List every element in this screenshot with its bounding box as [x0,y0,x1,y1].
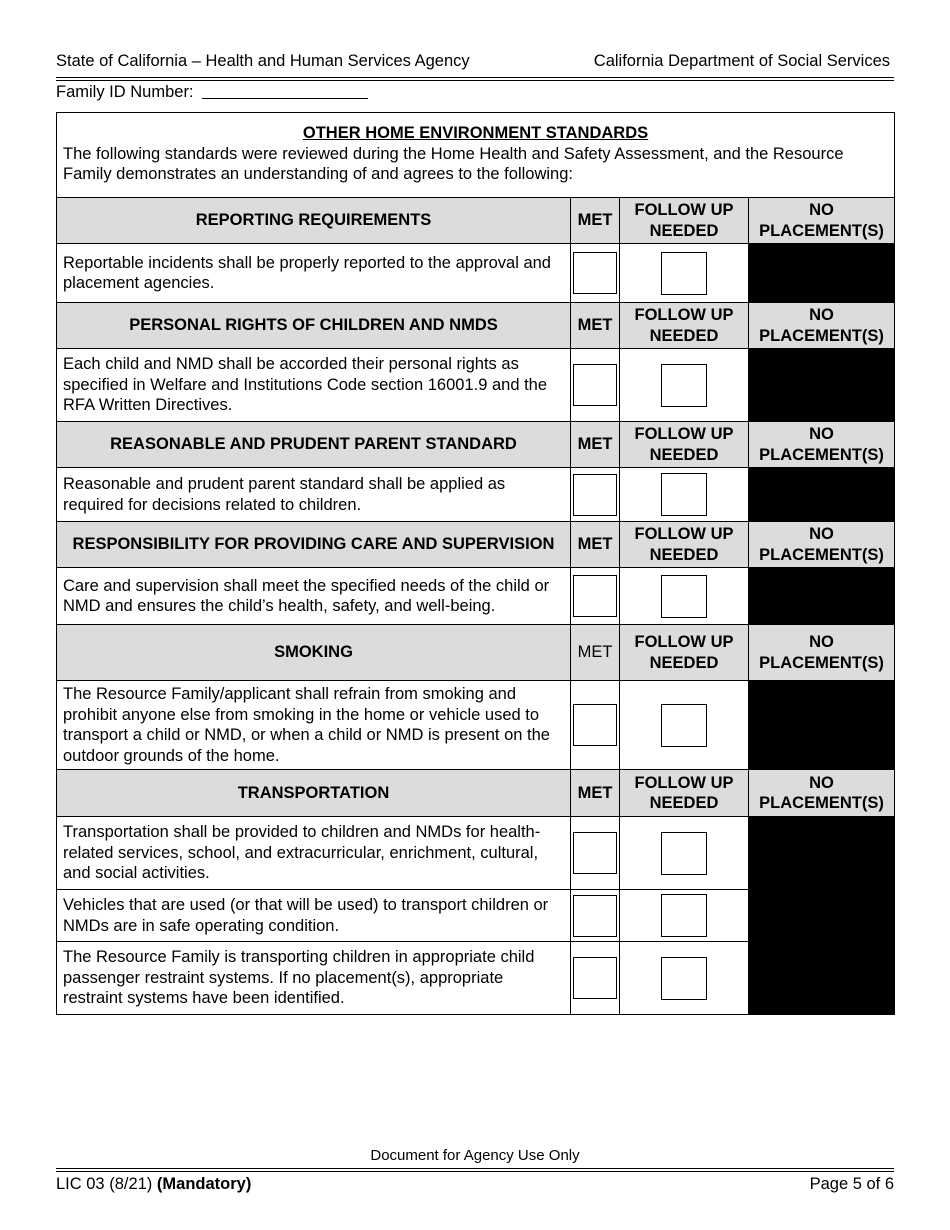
met-column-header: MET [571,625,620,681]
section-header-row [57,522,895,568]
no-placement-blackout [749,468,895,522]
section-title: RESPONSIBILITY FOR PROVIDING CARE AND SUPERVISION [57,522,571,568]
section-title: TRANSPORTATION [57,770,571,817]
section-title: PERSONAL RIGHTS OF CHILDREN AND NMDS [57,303,571,349]
no-placement-column-header: NO PLACEMENT(S) [749,303,895,349]
standard-row [57,681,895,770]
section-title: REPORTING REQUIREMENTS [57,198,571,244]
met-cell [571,817,620,890]
footer-rule [56,1171,894,1172]
section-title: SMOKING [57,625,571,681]
no-placement-blackout [749,244,895,303]
no-placement-blackout [749,349,895,422]
met-column-header: MET [571,303,620,349]
section-header-row [57,303,895,349]
follow-up-cell [620,817,749,890]
follow-up-checkbox[interactable] [661,832,707,875]
standard-text: The Resource Family/applicant shall refrain from smoking and prohibit anyone else from smoking in the home or vehicle used to transport a child or NMD, or when a child or NMD is present on the outdoor grounds of the home. [57,681,571,770]
form-identifier [56,1175,251,1194]
section-header-row [57,198,895,244]
standard-row [57,468,895,522]
follow-up-column-header: FOLLOW UP NEEDED [620,770,749,817]
standard-text: Reportable incidents shall be properly reported to the approval and placement agencies. [57,244,571,303]
no-placement-blackout [749,681,895,770]
family-id-field [56,83,368,102]
follow-up-column-header: FOLLOW UP NEEDED [620,522,749,568]
met-checkbox[interactable] [573,364,617,406]
header-rule [56,77,894,78]
standard-row [57,349,895,422]
met-column-header: MET [571,422,620,468]
standard-text: The Resource Family is transporting children in appropriate child passenger restraint systems. If no placement(s), appropriate restraint systems have been identified. [57,942,571,1015]
follow-up-checkbox[interactable] [661,957,707,1000]
form-section-title: OTHER HOME ENVIRONMENT STANDARDS [302,124,649,142]
page-number: Page 5 of 6 [809,1175,894,1193]
met-cell [571,681,620,770]
met-checkbox[interactable] [573,957,617,999]
standard-row [57,568,895,625]
met-checkbox[interactable] [573,575,617,617]
section-header-row [57,422,895,468]
no-placement-column-header: NO PLACEMENT(S) [749,625,895,681]
form-status: (Mandatory) [156,1175,252,1193]
met-column-header: MET [571,522,620,568]
follow-up-checkbox[interactable] [661,704,707,747]
section-title: REASONABLE AND PRUDENT PARENT STANDARD [57,422,571,468]
family-id-input-line[interactable] [202,84,368,99]
met-checkbox[interactable] [573,704,617,746]
met-cell [571,244,620,303]
follow-up-checkbox[interactable] [661,473,707,516]
met-checkbox[interactable] [573,474,617,516]
header-rule [56,80,894,81]
met-cell [571,349,620,422]
met-column-header: MET [571,198,620,244]
standard-text: Each child and NMD shall be accorded their personal rights as specified in Welfare and Institutions Code section 16001.9 and the RFA Written Directives. [57,349,571,422]
follow-up-cell [620,942,749,1015]
met-checkbox[interactable] [573,895,617,937]
met-cell [571,468,620,522]
standard-row [57,817,895,890]
standard-text: Reasonable and prudent parent standard shall be applied as required for decisions related to children. [57,468,571,522]
department-name: California Department of Social Services [593,52,890,70]
follow-up-column-header: FOLLOW UP NEEDED [620,422,749,468]
footer-note: Document for Agency Use Only [370,1147,580,1164]
page-header [56,52,894,72]
follow-up-cell [620,568,749,625]
follow-up-column-header: FOLLOW UP NEEDED [620,625,749,681]
intro-text: The following standards were reviewed during the Home Health and Safety Assessment, and the Resource Family demonstrates an understanding of and agrees to the following: [63,144,844,183]
form-id: LIC 03 (8/21) [56,1175,153,1193]
follow-up-cell [620,468,749,522]
standards-table [56,112,895,1015]
follow-up-cell [620,681,749,770]
no-placement-blackout [749,568,895,625]
met-cell [571,942,620,1015]
follow-up-cell [620,244,749,303]
no-placement-column-header: NO PLACEMENT(S) [749,770,895,817]
section-header-row [57,770,895,817]
standard-row [57,244,895,303]
agency-name: State of California – Health and Human Services Agency [56,52,470,70]
follow-up-checkbox[interactable] [661,364,707,407]
family-id-label: Family ID Number: [56,83,194,101]
follow-up-column-header: FOLLOW UP NEEDED [620,303,749,349]
standard-text: Care and supervision shall meet the specified needs of the child or NMD and ensures the child’s health, safety, and well-being. [57,568,571,625]
standard-text: Vehicles that are used (or that will be used) to transport children or NMDs are in safe operating condition. [57,890,571,942]
intro-cell [57,113,895,198]
met-checkbox[interactable] [573,252,617,294]
follow-up-checkbox[interactable] [661,252,707,295]
follow-up-checkbox[interactable] [661,894,707,937]
section-header-row [57,625,895,681]
follow-up-cell [620,349,749,422]
met-cell [571,890,620,942]
standard-text: Transportation shall be provided to children and NMDs for health-related services, school, and extracurricular, enrichment, cultural, and social activities. [57,817,571,890]
no-placement-blackout [749,817,895,1015]
footer-rule [56,1168,894,1169]
met-cell [571,568,620,625]
follow-up-cell [620,890,749,942]
met-column-header: MET [571,770,620,817]
follow-up-column-header: FOLLOW UP NEEDED [620,198,749,244]
no-placement-column-header: NO PLACEMENT(S) [749,522,895,568]
follow-up-checkbox[interactable] [661,575,707,618]
no-placement-column-header: NO PLACEMENT(S) [749,198,895,244]
no-placement-column-header: NO PLACEMENT(S) [749,422,895,468]
met-checkbox[interactable] [573,832,617,874]
